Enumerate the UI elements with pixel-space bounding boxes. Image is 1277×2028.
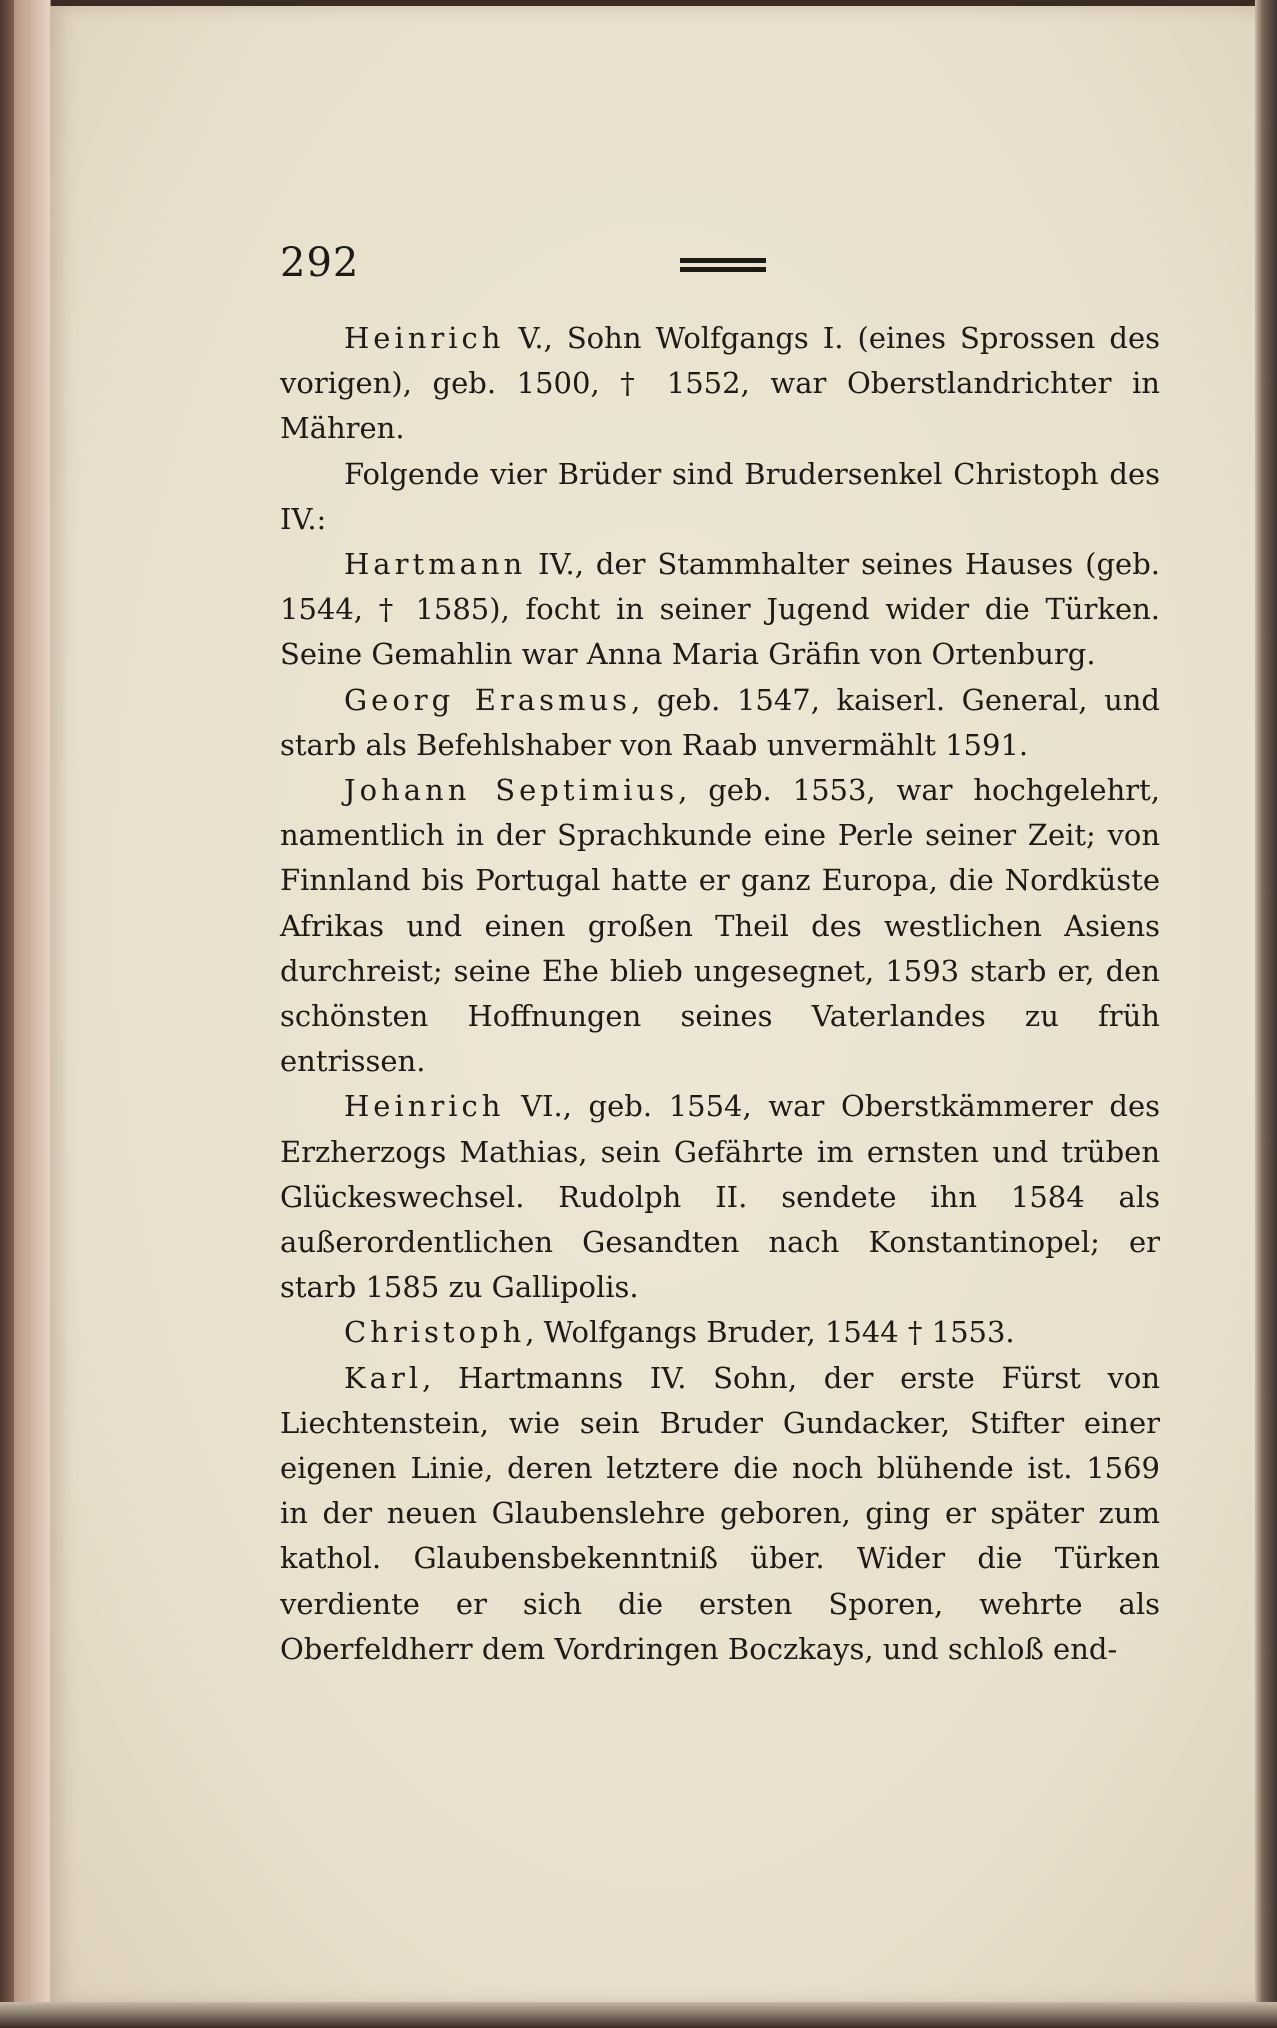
- person-name: Heinrich: [344, 321, 505, 355]
- page-header: [280, 240, 1160, 300]
- paragraph-heinrich-v: [280, 316, 1170, 452]
- paragraph-text: IV., der Stammhalter seines Hauses (geb. 1544, † 1585), focht in seiner Jugend wider die Türken. Seine Gemahlin war Anna Maria Gräfin von Ortenburg.: [280, 547, 1170, 672]
- person-name: Christoph: [344, 1315, 526, 1350]
- person-name: Hartmann: [344, 547, 527, 582]
- person-name: Heinrich: [344, 1089, 505, 1124]
- paragraph-christoph: [280, 1310, 1160, 1355]
- paragraph-text: , geb. 1547, kaiserl. General, und starb als Befehlshaber von Raab unvermählt 1591.: [280, 682, 1170, 762]
- paragraph-hartmann-iv: [280, 542, 1170, 678]
- page-number: 292: [280, 240, 360, 286]
- facing-page-edge: [14, 0, 51, 2028]
- paragraph-text: V., Sohn Wolfgangs I. (eines Sprossen des vorigen), geb. 1500, † 1552, war Oberstlandrichter in Mähren.: [280, 321, 1170, 446]
- paragraph-brothers-intro: [280, 452, 1170, 542]
- paragraph-karl: [280, 1356, 1170, 1672]
- body-text: [280, 316, 1170, 1672]
- paragraph-text: , geb. 1553, war hochgelehrt, namentlich in der Sprachkunde eine Perle seiner Zeit; von Finnland bis Portugal hatte er ganz Europa, die Nordküste Afrikas und einen großen Theil des westlichen Asiens durchreist; seine Ehe blieb ungesegnet, 1593 starb er, den schönsten Hoffnungen seines Vaterlandes zu früh entrissen.: [280, 773, 1170, 1079]
- person-name: Georg Erasmus: [344, 682, 632, 717]
- paragraph-johann-septimius: [280, 768, 1170, 1084]
- page-stack-edge: [1255, 0, 1277, 2028]
- paragraph-georg-erasmus: [280, 678, 1170, 768]
- header-double-rule: [680, 240, 766, 300]
- paragraph-text: , Wolfgangs Bruder, 1544 † 1553.: [525, 1315, 1015, 1350]
- paragraph-text: , Hartmanns IV. Sohn, der erste Fürst von Liechtenstein, wie sein Bruder Gundacker, Stifter einer eigenen Linie, deren letztere die noch blühende ist. 1569 in der neuen Glaubenslehre geboren, ging er später zum kathol. Glaubensbekenntniß über. Wider die Türken verdiente er sich die ersten Sporen, wehrte als Oberfeldherr dem Vordringen Boczkays, und schloß end-: [280, 1360, 1170, 1666]
- paragraph-heinrich-vi: [280, 1084, 1170, 1310]
- paragraph-text: VI., geb. 1554, war Oberstkämmerer des Erzherzogs Mathias, sein Gefährte im ernsten und trüben Glückeswechsel. Rudolph II. sendete ihn 1584 als außerordentlichen Gesandten nach Konstantinopel; er starb 1585 zu Gallipolis.: [280, 1089, 1170, 1305]
- person-name: Karl: [344, 1360, 423, 1395]
- page-bottom-edge: [0, 2002, 1277, 2028]
- paragraph-text: Folgende vier Brüder sind Brudersenkel Christoph des IV.:: [280, 456, 1170, 536]
- person-name: Johann Septimius: [344, 773, 679, 808]
